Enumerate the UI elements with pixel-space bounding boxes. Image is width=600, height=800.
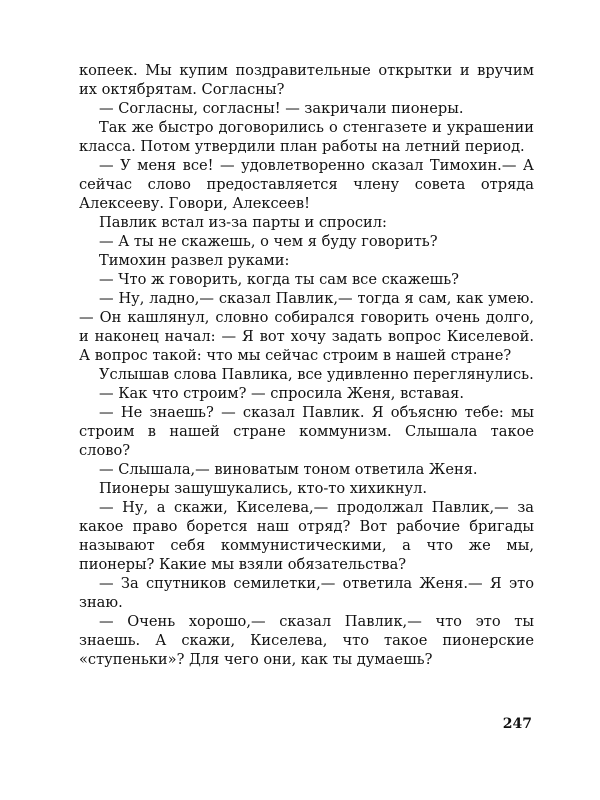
page-number: 247 (502, 716, 532, 732)
paragraph: — Согласны, согласны! — закричали пионеры. (99, 100, 464, 117)
paragraph: Пионеры зашушукались, кто-то хихикнул. (99, 480, 428, 497)
page-text (79, 61, 534, 669)
paragraph: Так же быстро договорились о стенгазете и украшении класса. Потом утвердили план работы на летний период. (79, 119, 534, 155)
paragraph: — Очень хорошо,— сказал Павлик,— что это ты знаешь. А скажи, Киселева, что такое пионерские «ступеньки»? Для чего они, как ты думаешь? (79, 613, 534, 668)
paragraph: копеек. Мы купим поздравительные открытки и вручим их октябрятам. Согласны? (79, 62, 534, 98)
paragraph: — За спутников семилетки,— ответила Женя.— Я это знаю. (79, 575, 534, 611)
paragraph: — Ну, ладно,— сказал Павлик,— тогда я сам, как умею.— Он кашлянул, словно собирался говорить очень долго, и наконец начал: — Я вот хочу задать вопрос Киселевой. А вопрос такой: что мы сейчас строим в нашей стране? (79, 290, 534, 364)
paragraph: Услышав слова Павлика, все удивленно переглянулись. (99, 366, 534, 383)
paragraph: Тимохин развел руками: (99, 252, 290, 269)
paragraph: — Слышала,— виноватым тоном ответила Женя. (99, 461, 478, 478)
paragraph: — Ну, а скажи, Киселева,— продолжал Павлик,— за какое право борется наш отряд? Вот рабочие бригады называют себя коммунистическими, а что же мы, пионеры? Какие мы взяли обязательства? (79, 499, 534, 573)
paragraph: — Что ж говорить, когда ты сам все скажешь? (99, 271, 460, 288)
paragraph: Павлик встал из-за парты и спросил: (99, 214, 387, 231)
paragraph: — Как что строим? — спросила Женя, вставая. (99, 385, 464, 402)
paragraph: — А ты не скажешь, о чем я буду говорить? (99, 233, 438, 250)
paragraph: — У меня все! — удовлетворенно сказал Тимохин.— А сейчас слово предоставляется члену совета отряда Алексееву. Говори, Алексеев! (79, 157, 534, 212)
paragraph: — Не знаешь? — сказал Павлик. Я объясню тебе: мы строим в нашей стране коммунизм. Слышала такое слово? (79, 404, 534, 459)
